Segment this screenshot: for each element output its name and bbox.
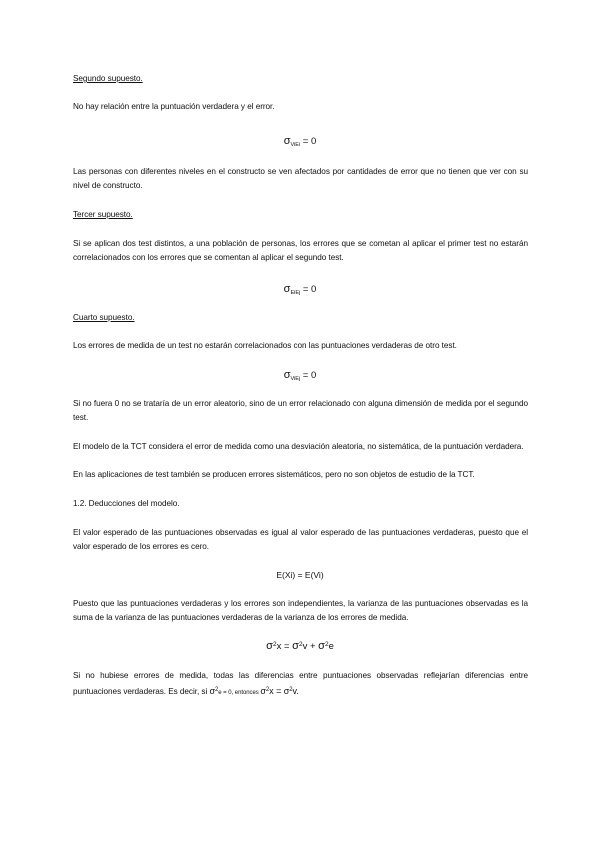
formula-equals: = 0 xyxy=(300,136,317,147)
formula-part: e xyxy=(328,641,334,652)
formula-subscript: ViEj xyxy=(290,376,301,382)
formula-sigma-viei xyxy=(0,134,600,152)
formula-expected-value: E(Xi) = E(Vi) xyxy=(276,570,324,580)
section-title-deducciones: 1.2. Deducciones del modelo. xyxy=(73,499,180,508)
paragraph-cuarto-3: El modelo de la TCT considera el error de medida como una desviación aleatoria, no sistemática, de la puntuación verdadera. xyxy=(73,442,524,451)
formula-sigma-viej xyxy=(0,368,600,386)
paragraph-deducciones-1: El valor esperado de las puntuaciones observadas es igual al valor esperado de las puntuaciones verdaderas, puesto que el valor esperado de los errores es cero. xyxy=(73,528,528,551)
formula-part: x = xyxy=(269,686,284,696)
formula-variance xyxy=(0,638,600,654)
sigma-symbol: σ xyxy=(209,686,215,696)
formula-equals: = 0 xyxy=(300,370,317,381)
sigma-symbol: σ xyxy=(283,283,291,295)
formula-part: v + xyxy=(302,641,319,652)
sigma-symbol: σ xyxy=(283,369,291,381)
formula-equals: = 0 xyxy=(300,284,317,295)
formula-subscript: EiEj xyxy=(290,290,301,296)
formula-part: x = xyxy=(276,641,293,652)
inline-formula-true xyxy=(284,686,299,696)
inline-formula-error xyxy=(209,686,234,696)
formula-superscript: 2 xyxy=(265,687,270,693)
formula-sigma-eiej xyxy=(0,282,600,300)
paragraph-cuarto-4: En las aplicaciones de test también se producen errores sistemáticos, pero no son objetos de estudio de la TCT. xyxy=(73,470,475,479)
heading-tercer-supuesto: Tercer supuesto. xyxy=(73,210,133,219)
formula-subscript: ViEi xyxy=(290,142,301,148)
sigma-symbol: σ xyxy=(318,640,325,652)
sigma-symbol: σ xyxy=(283,686,290,696)
paragraph-segundo-2: Las personas con diferentes niveles en el constructo se ven afectados por cantidades de error que no tienen que ver con su nivel de constructo. xyxy=(73,167,528,190)
formula-superscript: 2 xyxy=(298,641,303,648)
heading-segundo-supuesto: Segundo supuesto. xyxy=(73,74,143,83)
sigma-symbol: σ xyxy=(266,640,273,652)
formula-superscript: 2 xyxy=(289,687,293,693)
inline-formula-observed xyxy=(260,686,283,696)
formula-superscript: 2 xyxy=(272,641,277,648)
formula-superscript: 2 xyxy=(214,687,219,693)
heading-cuarto-supuesto: Cuarto supuesto. xyxy=(73,313,135,322)
formula-part: e = 0, xyxy=(218,690,235,696)
paragraph-cuarto-2: Si no fuera 0 no se trataría de un error aleatorio, sino de un error relacionado con alguna dimensión de medida por el segundo test. xyxy=(73,399,528,422)
paragraph-deducciones-3 xyxy=(73,669,528,700)
paragraph-text: Si no hubiese errores de medida, todas las diferencias entre puntuaciones observadas reflejarían diferencias entre puntuaciones verdaderas. Es decir, si xyxy=(73,671,528,696)
sigma-symbol: σ xyxy=(292,640,299,652)
formula-superscript: 2 xyxy=(324,641,329,648)
formula-part: v. xyxy=(292,686,299,696)
paragraph-deducciones-2: Puesto que las puntuaciones verdaderas y los errores son independientes, la varianza de las puntuaciones observadas es la suma de la varianza de las puntuaciones verdaderas de la varianza de los errores de medida. xyxy=(73,599,528,622)
paragraph-segundo-1: No hay relación entre la puntuación verdadera y el error. xyxy=(73,102,275,111)
sigma-symbol: σ xyxy=(283,135,291,147)
paragraph-text-small: entonces xyxy=(234,690,261,696)
sigma-symbol: σ xyxy=(260,686,266,696)
paragraph-cuarto-1: Los errores de medida de un test no estarán correlacionados con las puntuaciones verdaderas de otro test. xyxy=(73,341,457,350)
paragraph-tercer-1: Si se aplican dos test distintos, a una población de personas, los errores que se cometan al aplicar el primer test no estarán correlacionados con los errores que se comentan al aplicar el segundo test. xyxy=(73,239,528,262)
